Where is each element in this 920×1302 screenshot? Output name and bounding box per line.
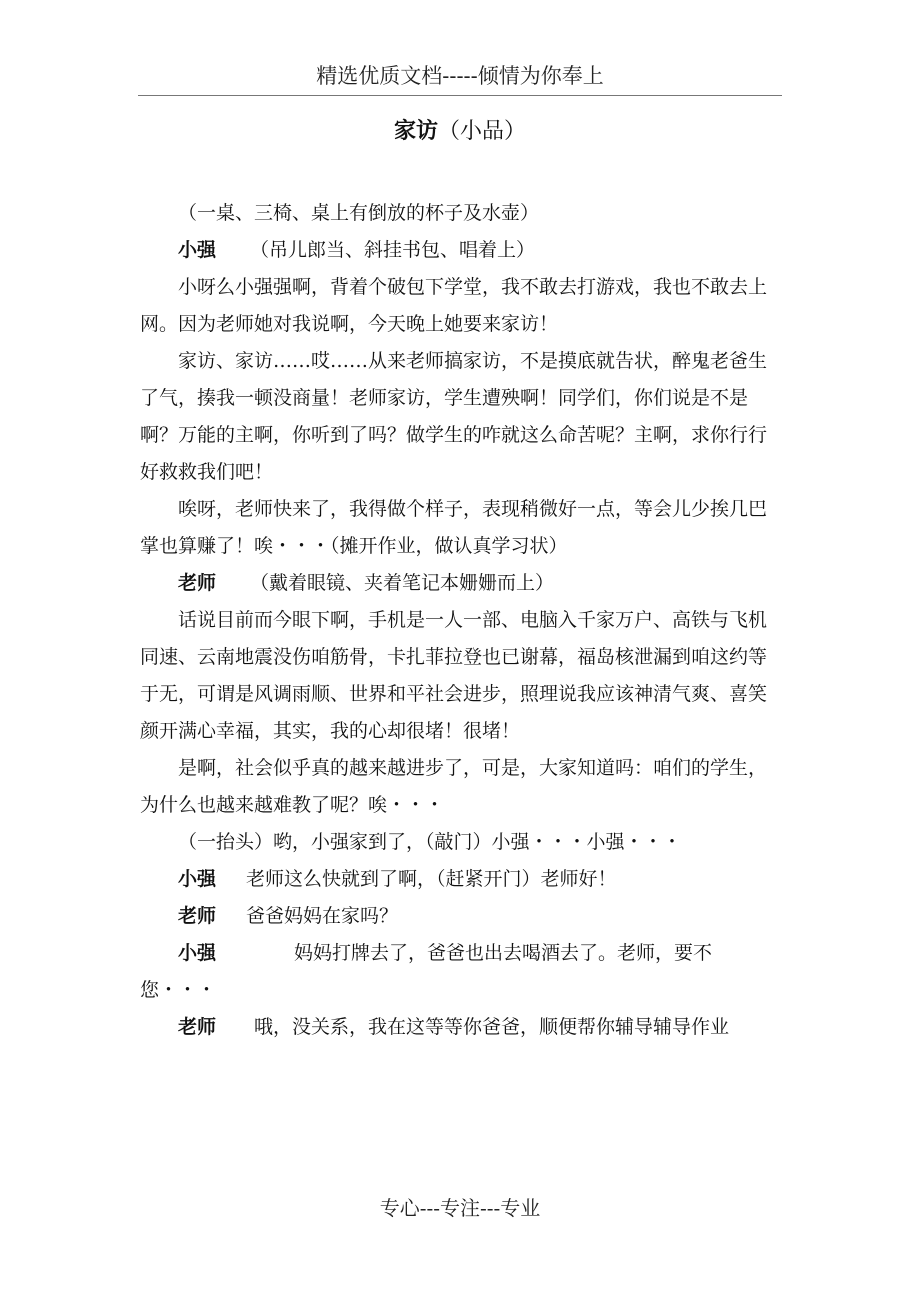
paragraph-text: 是啊，社会似乎真的越来越进步了，可是，大家知道吗：咱们的学生，为什么也越来越难教了呢？唉・・・: [140, 757, 768, 816]
title-sub: （小品）: [438, 119, 527, 144]
paragraph: [140, 602, 782, 750]
paragraph-text: 妈妈打牌去了，爸爸也出去喝酒去了。老师，要不您・・・: [140, 942, 713, 1001]
header-divider: [138, 95, 782, 96]
paragraph-text: 唉呀，老师快来了，我得做个样子，表现稍微好一点，等会儿少挨几巴掌也算赚了！唉・・・（摊开作业，做认真学习状）: [140, 498, 768, 557]
speaker-name: 小强: [178, 868, 217, 890]
paragraph-text: 话说目前而今眼下啊，手机是一人一部、电脑入千家万户、高铁与飞机同速、云南地震没伤咱筋骨，卡扎菲拉登也已谢幕，福岛核泄漏到咱这约等于无，可谓是风调雨顺、世界和平社会进步，照理说我应该神清气爽、喜笑颜开满心幸福，其实，我的心却很堵！很堵！: [140, 609, 768, 742]
paragraph: [140, 750, 782, 824]
paragraph-text: （一桌、三椅、桌上有倒放的杯子及水壶）: [178, 202, 540, 224]
paragraph: [140, 343, 782, 491]
stage-direction: [140, 195, 782, 232]
paragraph-text: 老师这么快就到了啊，（赶紧开门）老师好！: [246, 868, 617, 890]
speaker-name: 小强: [178, 239, 217, 261]
speaker-name: 老师: [178, 905, 217, 927]
speaker-name: 小强: [178, 942, 217, 964]
document-title: [0, 116, 920, 147]
title-main: 家访: [393, 118, 438, 144]
paragraph-text: 小呀么小强强啊，背着个破包下学堂，我不敢去打游戏，我也不敢去上网。因为老师她对我说啊，今天晚上她要来家访！: [140, 276, 768, 335]
dialogue-line: [140, 232, 782, 269]
dialogue-line: [140, 565, 782, 602]
paragraph: [140, 824, 782, 861]
paragraph-text: （吊儿郎当、斜挂书包、唱着上）: [250, 239, 536, 261]
paragraph: [140, 269, 782, 343]
dialogue-line: [140, 898, 782, 935]
page-footer: 专心---专注---专业: [379, 1196, 541, 1220]
speaker-name: 老师: [178, 572, 217, 594]
paragraph-text: 哦，没关系，我在这等等你爸爸，顺便帮你辅导辅导作业: [254, 1016, 730, 1038]
script-body: [140, 195, 782, 1046]
page-header: 精选优质文档-----倾情为你奉上: [316, 64, 604, 88]
paragraph: [140, 491, 782, 565]
paragraph-text: （一抬头）哟，小强家到了，（敲门）小强・・・小强・・・: [178, 831, 682, 853]
paragraph-text: 爸爸妈妈在家吗？: [246, 905, 399, 927]
dialogue-line: [140, 861, 782, 898]
speaker-name: 老师: [178, 1016, 217, 1038]
paragraph-text: 家访、家访……哎……从来老师搞家访，不是摸底就告状，醉鬼老爸生了气，揍我一顿没商量！老师家访，学生遭殃啊！同学们，你们说是不是啊？万能的主啊，你听到了吗？做学生的咋就这么命苦呢？主啊，求你行行好救救我们吧！: [140, 350, 768, 483]
dialogue-line: [140, 1009, 782, 1046]
paragraph-text: （戴着眼镜、夹着笔记本姗姗而上）: [250, 572, 555, 594]
dialogue-line: [140, 935, 782, 1009]
